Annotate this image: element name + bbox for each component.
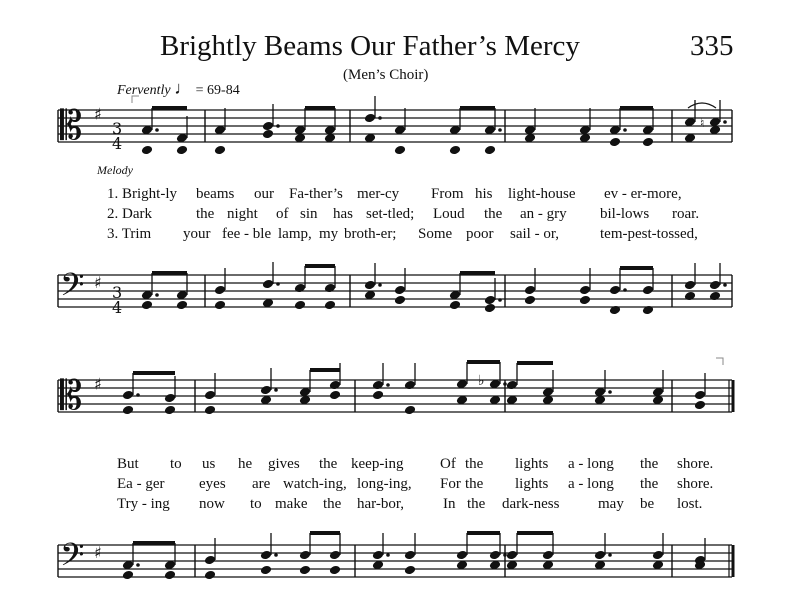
melody-label: Melody xyxy=(97,163,133,177)
notehead xyxy=(506,380,518,391)
beam xyxy=(620,106,653,110)
lyric-word: may xyxy=(598,496,624,512)
lyric-word: the xyxy=(196,206,215,222)
notehead xyxy=(579,295,591,306)
notehead xyxy=(579,285,591,296)
beam xyxy=(467,531,500,535)
notehead xyxy=(260,550,272,561)
lyric-word: long-ing, xyxy=(357,476,412,492)
augmentation-dot xyxy=(386,383,390,387)
lyric-word: light-house xyxy=(508,186,576,202)
notehead xyxy=(204,390,216,401)
lyric-word: your xyxy=(183,226,211,242)
notehead xyxy=(262,129,274,140)
notehead xyxy=(484,295,496,306)
notehead xyxy=(506,550,518,561)
hymn-title: Brightly Beams Our Father’s Mercy xyxy=(160,30,580,62)
notehead xyxy=(694,390,706,401)
lyric-word: Ea - ger xyxy=(117,476,165,492)
notehead xyxy=(329,565,341,576)
lyric-word: our xyxy=(254,186,274,202)
notehead xyxy=(542,550,554,561)
notehead xyxy=(694,400,706,411)
lyric-word: In xyxy=(443,496,456,512)
notehead xyxy=(372,550,384,561)
tie xyxy=(688,103,716,108)
lyric-word: Loud xyxy=(433,206,465,222)
lyric-word: sail - or, xyxy=(510,226,559,242)
lyric-word: ev - er-more, xyxy=(604,186,682,202)
lyric-word: 2. Dark xyxy=(107,206,152,222)
beam xyxy=(467,360,500,364)
notehead xyxy=(214,300,226,311)
time-signature: 4 xyxy=(112,298,123,317)
augmentation-dot xyxy=(136,563,140,567)
lyric-word: the xyxy=(319,456,338,472)
notehead xyxy=(709,291,721,302)
notehead xyxy=(294,300,306,311)
bass-clef-icon: 𝄢 xyxy=(60,536,85,581)
lyric-word: 1. Bright-ly xyxy=(107,186,177,202)
notehead xyxy=(372,380,384,391)
notehead xyxy=(176,300,188,311)
notehead xyxy=(449,145,461,156)
lyric-word: the xyxy=(465,456,484,472)
augmentation-dot xyxy=(503,382,507,386)
beam xyxy=(310,368,340,372)
lyric-word: set-tled; xyxy=(366,206,415,222)
lyric-word: shore. xyxy=(677,456,714,472)
lyric-word: bil-lows xyxy=(600,206,650,222)
notehead xyxy=(204,570,216,581)
notehead xyxy=(524,285,536,296)
notehead xyxy=(642,137,654,148)
lyric-word: Try - ing xyxy=(117,496,170,512)
notehead xyxy=(214,145,226,156)
augmentation-dot xyxy=(608,553,612,557)
notehead xyxy=(141,300,153,311)
notehead xyxy=(709,280,721,291)
notehead xyxy=(642,285,654,296)
beam xyxy=(460,106,495,110)
augmentation-dot xyxy=(386,553,390,557)
notehead xyxy=(609,137,621,148)
lyric-word: shore. xyxy=(677,476,714,492)
lyric-word: broth-er; xyxy=(344,226,397,242)
augmentation-dot xyxy=(136,393,140,397)
lyric-word: fee - ble xyxy=(222,226,272,242)
notehead xyxy=(394,295,406,306)
lyric-word: to xyxy=(170,456,182,472)
notehead xyxy=(214,285,226,296)
notehead xyxy=(122,570,134,581)
notehead xyxy=(324,300,336,311)
lyric-word: us xyxy=(202,456,216,472)
notehead xyxy=(329,550,341,561)
notehead xyxy=(164,570,176,581)
lyric-word: to xyxy=(250,496,262,512)
notehead xyxy=(652,550,664,561)
augmentation-dot xyxy=(608,390,612,394)
lyric-word: sin xyxy=(300,206,318,222)
lyric-word: 3. Trim xyxy=(107,226,152,242)
clef-icon: 𝄡 xyxy=(60,372,83,419)
lyric-word: From xyxy=(431,186,464,202)
notehead xyxy=(260,385,272,396)
lyric-word: the xyxy=(467,496,486,512)
notehead xyxy=(489,550,501,561)
beam xyxy=(517,531,553,535)
augmentation-dot xyxy=(274,388,278,392)
notehead xyxy=(204,405,216,416)
lyric-word: lights xyxy=(515,476,549,492)
lyric-word: gives xyxy=(268,456,300,472)
beam xyxy=(152,271,187,275)
augmentation-dot xyxy=(503,553,507,557)
beam xyxy=(305,106,335,110)
lyric-word: Fa-ther’s xyxy=(289,186,343,202)
lyric-word: Some xyxy=(418,226,453,242)
augmentation-dot xyxy=(378,116,382,120)
beam xyxy=(133,371,175,375)
notehead xyxy=(394,285,406,296)
time-signature: 4 xyxy=(112,134,123,153)
lyric-word: a - long xyxy=(568,476,614,492)
notehead xyxy=(404,550,416,561)
phrase-bracket xyxy=(716,358,723,365)
hymn-subtitle: (Men’s Choir) xyxy=(343,67,429,83)
notehead xyxy=(299,565,311,576)
phrase-bracket xyxy=(132,96,139,103)
lyric-word: my xyxy=(319,226,339,242)
lyric-word: of xyxy=(276,206,289,222)
sharp-icon: ♯ xyxy=(94,542,102,562)
beam xyxy=(133,541,175,545)
notehead xyxy=(329,390,341,401)
lyric-word: the xyxy=(323,496,342,512)
sharp-icon: ♯ xyxy=(94,272,102,292)
lyric-word: the xyxy=(484,206,503,222)
notehead xyxy=(456,550,468,561)
bass-clef-icon: 𝄢 xyxy=(60,266,85,311)
lyric-word: beams xyxy=(196,186,235,202)
augmentation-dot xyxy=(623,128,627,132)
notehead xyxy=(294,283,306,294)
sharp-icon: ♯ xyxy=(94,374,102,394)
lyric-word: tem-pest-tossed, xyxy=(600,226,698,242)
notehead xyxy=(262,121,274,132)
notehead xyxy=(164,393,176,404)
clef-icon: 𝄡 xyxy=(60,102,83,149)
beam xyxy=(152,106,187,110)
beam xyxy=(620,266,653,270)
hymn-number: 335 xyxy=(690,30,734,62)
notehead xyxy=(176,145,188,156)
notehead xyxy=(262,279,274,290)
notehead xyxy=(122,390,134,401)
notehead xyxy=(204,555,216,566)
lyric-word: dark-ness xyxy=(502,496,560,512)
natural-icon: ♮ xyxy=(700,116,705,130)
lyric-word: the xyxy=(640,476,659,492)
notehead xyxy=(642,305,654,316)
lyric-word: the xyxy=(465,476,484,492)
augmentation-dot xyxy=(276,282,280,286)
notehead xyxy=(329,380,341,391)
augmentation-dot xyxy=(623,288,627,292)
lyric-word: an - gry xyxy=(520,206,567,222)
lyric-word: Of xyxy=(440,456,456,472)
notehead xyxy=(484,145,496,156)
augmentation-dot xyxy=(274,553,278,557)
lyric-word: now xyxy=(199,496,225,512)
lyric-word: lights xyxy=(515,456,549,472)
lyric-word: eyes xyxy=(199,476,226,492)
augmentation-dot xyxy=(378,283,382,287)
lyric-word: has xyxy=(333,206,353,222)
notehead xyxy=(404,405,416,416)
notehead xyxy=(299,550,311,561)
notehead xyxy=(404,565,416,576)
lyric-word: For xyxy=(440,476,461,492)
time-signature: 3 xyxy=(112,119,123,138)
lyric-word: roar. xyxy=(672,206,700,222)
lyric-word: keep-ing xyxy=(351,456,404,472)
notehead xyxy=(524,295,536,306)
notehead xyxy=(594,550,606,561)
beam xyxy=(310,531,340,535)
lyric-word: be xyxy=(640,496,655,512)
lyric-word: make xyxy=(275,496,308,512)
lyric-word: night xyxy=(227,206,258,222)
lyric-word: a - long xyxy=(568,456,614,472)
augmentation-dot xyxy=(723,283,727,287)
augmentation-dot xyxy=(498,298,502,302)
time-signature: 3 xyxy=(112,283,123,302)
notehead xyxy=(372,390,384,401)
notehead xyxy=(141,145,153,156)
notehead xyxy=(364,280,376,291)
lyric-word: his xyxy=(475,186,493,202)
beam xyxy=(305,264,335,268)
lyric-word: he xyxy=(238,456,253,472)
notehead xyxy=(609,305,621,316)
notehead xyxy=(684,280,696,291)
notehead xyxy=(324,283,336,294)
notehead xyxy=(164,405,176,416)
lyric-word: the xyxy=(640,456,659,472)
lyric-word: lamp, xyxy=(278,226,312,242)
lyric-word: poor xyxy=(466,226,494,242)
notehead xyxy=(684,291,696,302)
notehead xyxy=(122,405,134,416)
augmentation-dot xyxy=(723,120,727,124)
lyric-word: watch-ing, xyxy=(283,476,347,492)
tempo-word: Fervently xyxy=(117,83,171,98)
lyric-word: lost. xyxy=(677,496,703,512)
flat-icon: ♭ xyxy=(478,373,485,389)
notehead xyxy=(394,145,406,156)
augmentation-dot xyxy=(276,124,280,128)
sharp-icon: ♯ xyxy=(94,104,102,124)
augmentation-dot xyxy=(498,128,502,132)
notehead xyxy=(449,300,461,311)
notehead xyxy=(364,113,376,124)
beam xyxy=(517,361,553,365)
quarter-note-icon: ♩ xyxy=(174,78,193,98)
lyric-word: mer-cy xyxy=(357,186,400,202)
lyric-word: But xyxy=(117,456,139,472)
tempo-value: = 69-84 xyxy=(195,83,240,98)
beam xyxy=(460,271,495,275)
lyric-word: har-bor, xyxy=(357,496,404,512)
lyric-word: are xyxy=(252,476,271,492)
notehead xyxy=(260,565,272,576)
notehead xyxy=(609,285,621,296)
notehead xyxy=(404,380,416,391)
augmentation-dot xyxy=(155,293,159,297)
notehead xyxy=(484,303,496,314)
augmentation-dot xyxy=(155,128,159,132)
